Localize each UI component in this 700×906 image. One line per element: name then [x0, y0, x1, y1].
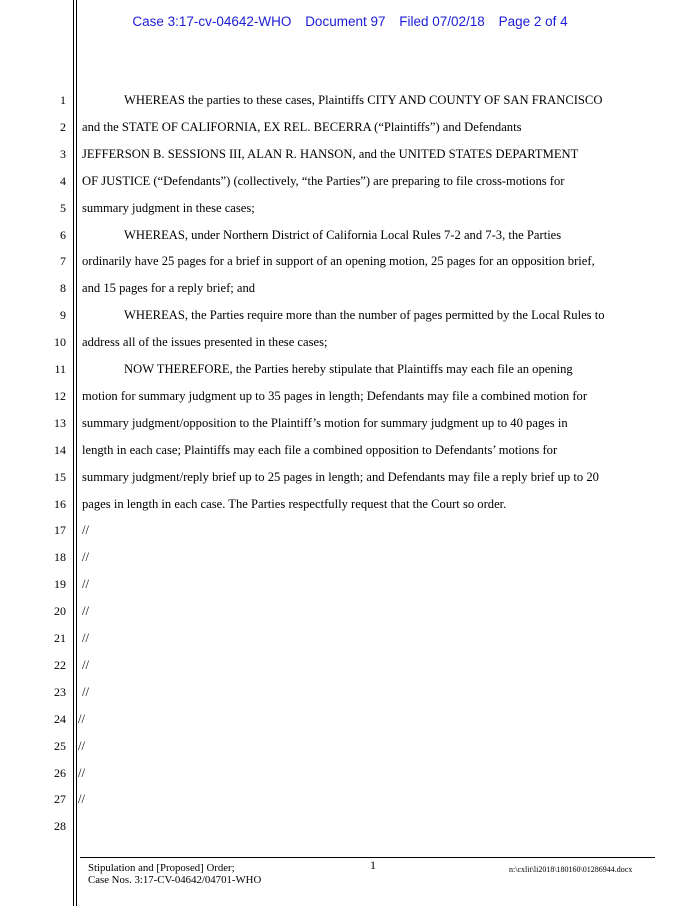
continuation-slashes: //	[78, 738, 85, 753]
body-line: and the STATE OF CALIFORNIA, EX REL. BECERRA (“Plaintiffs”) and Defendants	[82, 119, 522, 134]
continuation-slashes: //	[82, 604, 89, 619]
line-number: 28	[54, 819, 66, 834]
body-line: motion for summary judgment up to 35 pages in length; Defendants may file a combined motion for	[82, 388, 588, 403]
header-document: Document 97	[305, 14, 386, 29]
footer-file-path: n:\cxlit\li2018\180160\01286944.docx	[509, 865, 633, 874]
body-line: NOW THEREFORE, the Parties hereby stipulate that Plaintiffs may each file an opening	[124, 362, 573, 376]
continuation-slashes: //	[78, 792, 85, 807]
footer-rule	[80, 857, 655, 858]
line-number: 22	[54, 657, 66, 672]
header-page: Page 2 of 4	[498, 14, 568, 29]
line-number: 10	[54, 335, 66, 350]
body-line: summary judgment/opposition to the Plaintiff’s motion for summary judgment up to 40 pages in	[82, 415, 568, 430]
left-margin-rule-inner	[76, 0, 77, 906]
body-line: WHEREAS, the Parties require more than the number of pages permitted by the Local Rules to	[124, 308, 605, 323]
left-margin-rule-outer	[73, 0, 74, 906]
body-line: pages in length in each case. The Parties respectfully request that the Court so order.	[82, 496, 507, 511]
line-number: 27	[54, 792, 66, 807]
line-number: 4	[60, 173, 66, 188]
line-number: 21	[54, 631, 66, 645]
continuation-slashes: //	[82, 684, 89, 699]
line-number: 20	[54, 604, 66, 619]
header-case-number: Case 3:17-cv-04642-WHO	[132, 14, 292, 29]
footer-title: Stipulation and [Proposed] Order;	[88, 862, 235, 874]
body-line: and 15 pages for a reply brief; and	[82, 281, 256, 296]
line-number: 18	[54, 550, 66, 565]
header-filed-date: Filed 07/02/18	[399, 14, 485, 29]
body-line: ordinarily have 25 pages for a brief in support of an opening motion, 25 pages for an opposition brief,	[82, 254, 595, 269]
line-number: 15	[54, 469, 66, 484]
line-number: 19	[54, 577, 66, 592]
continuation-slashes: //	[82, 550, 89, 565]
line-number: 16	[54, 496, 66, 511]
line-number: 26	[54, 765, 66, 780]
line-number: 1	[60, 93, 66, 107]
continuation-slashes: //	[78, 765, 85, 780]
line-number: 17	[54, 523, 66, 538]
body-line: WHEREAS, under Northern District of California Local Rules 7-2 and 7-3, the Parties	[124, 227, 562, 242]
line-number: 25	[54, 738, 66, 753]
line-number: 2	[60, 119, 66, 134]
body-line: summary judgment in these cases;	[82, 200, 255, 215]
body-line: summary judgment/reply brief up to 25 pages in length; and Defendants may file a reply brief up to 20	[82, 469, 599, 484]
line-number: 5	[60, 200, 66, 215]
continuation-slashes: //	[82, 657, 89, 672]
body-line: JEFFERSON B. SESSIONS III, ALAN R. HANSON, and the UNITED STATES DEPARTMENT	[82, 146, 579, 161]
body-line: OF JUSTICE (“Defendants”) (collectively, “the Parties”) are preparing to file cross-motions for	[82, 173, 565, 188]
line-number: 6	[60, 227, 66, 242]
line-number: 14	[54, 442, 66, 457]
footer-page-number: 1	[370, 858, 376, 872]
footer-case-numbers: Case Nos. 3:17-CV-04642/04701-WHO	[88, 874, 262, 886]
continuation-slashes: //	[82, 631, 89, 645]
line-number: 13	[54, 415, 66, 430]
line-number: 11	[54, 362, 66, 376]
line-number: 9	[60, 308, 66, 323]
line-number: 23	[54, 684, 66, 699]
continuation-slashes: //	[82, 577, 89, 592]
body-line: length in each case; Plaintiffs may each file a combined opposition to Defendants’ motions for	[82, 442, 558, 457]
continuation-slashes: //	[78, 711, 85, 726]
body-line: address all of the issues presented in these cases;	[82, 335, 328, 350]
body-line: WHEREAS the parties to these cases, Plaintiffs CITY AND COUNTY OF SAN FRANCISCO	[124, 93, 603, 107]
ecf-header	[0, 14, 700, 29]
line-number: 7	[60, 254, 66, 269]
line-number: 12	[54, 388, 66, 403]
line-number: 24	[54, 711, 66, 726]
line-number: 8	[60, 281, 66, 296]
continuation-slashes: //	[82, 523, 89, 538]
line-number: 3	[60, 146, 66, 161]
